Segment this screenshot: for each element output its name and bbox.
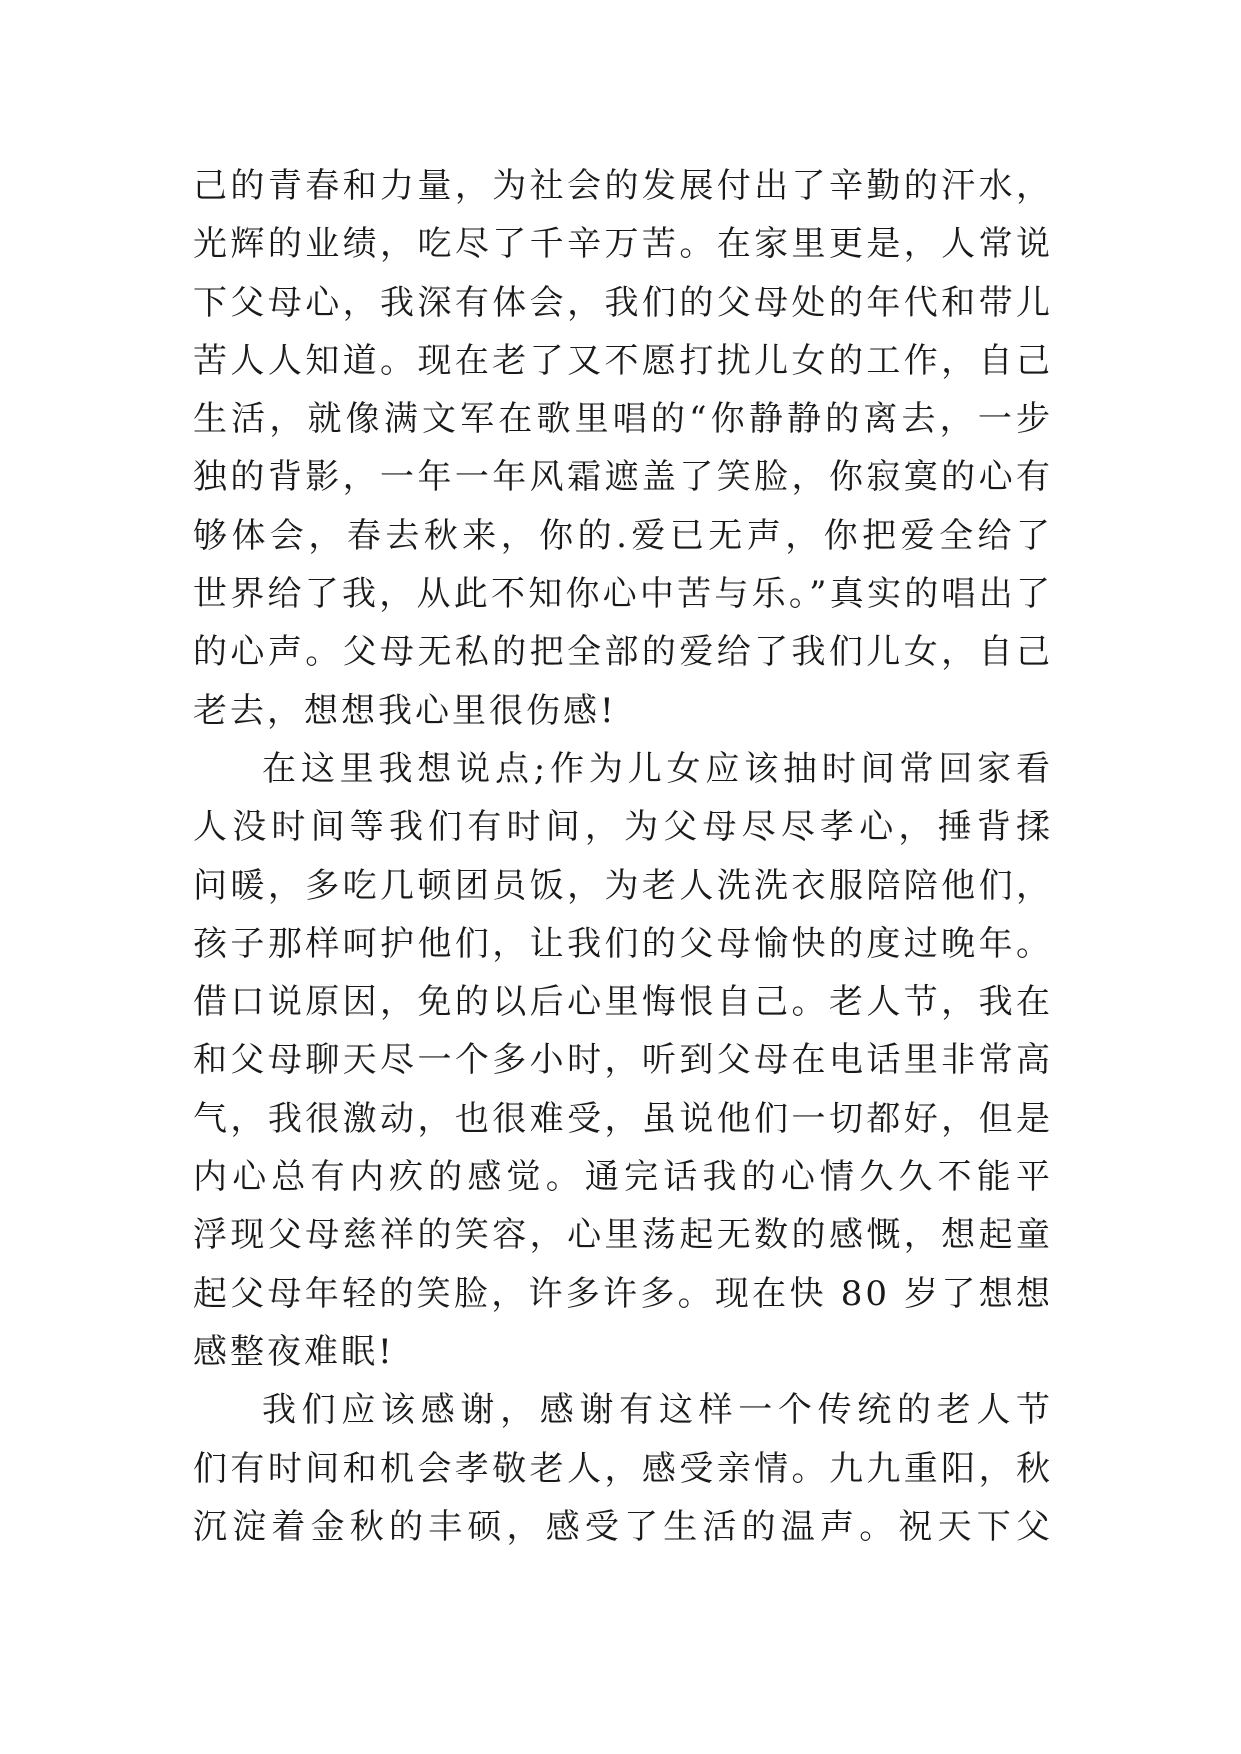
text-line: 气，我很激动，也很难受，虽说他们一切都好，但是 <box>193 1098 1053 1139</box>
text-line: 们有时间和机会孝敬老人，感受亲情。九九重阳，秋 <box>193 1448 1053 1489</box>
text-line: 内心总有内疚的感觉。通完话我的心情久久不能平 <box>193 1157 1053 1198</box>
text-line: 起父母年轻的笑脸，许多许多。现在快 80 岁了想想 <box>193 1273 1053 1314</box>
text-line: 独的背影，一年一年风霜遮盖了笑脸，你寂寞的心有 <box>193 457 1053 498</box>
text-line: 感整夜难眠! <box>193 1331 395 1372</box>
text-line: 己的青春和力量，为社会的发展付出了辛勤的汗水， <box>193 166 1053 206</box>
text-line: 沉淀着金秋的丰硕，感受了生活的温声。祝天下父 <box>193 1506 1053 1547</box>
text-line: 够体会，春去秋来，你的.爱已无声，你把爱全给了 <box>193 515 1053 556</box>
text-line: 的心声。父母无私的把全部的爱给了我们儿女，自己 <box>193 632 1053 673</box>
text-line: 借口说原因，免的以后心里悔恨自己。老人节，我在 <box>193 982 1053 1023</box>
text-line: 老去，想想我心里很伤感! <box>193 690 617 731</box>
text-line: 在这里我想说点;作为儿女应该抽时间常回家看 <box>262 748 1053 789</box>
text-line: 问暖，多吃几顿团员饭，为老人洗洗衣服陪陪他们， <box>193 865 1053 906</box>
text-line: 生活，就像满文军在歌里唱的“你静静的离去，一步 <box>193 399 1053 440</box>
text-line: 浮现父母慈祥的笑容，心里荡起无数的感慨，想起童 <box>193 1215 1053 1256</box>
body-text <box>193 157 1053 1556</box>
text-line: 世界给了我，从此不知你心中苦与乐。”真实的唱出了 <box>193 574 1053 615</box>
text-line: 我们应该感谢，感谢有这样一个传统的老人节 <box>262 1390 1053 1431</box>
text-line: 和父母聊天尽一个多小时，听到父母在电话里非常高 <box>193 1040 1053 1081</box>
text-line: 苦人人知道。现在老了又不愿打扰儿女的工作，自己 <box>193 340 1053 381</box>
text-line: 孩子那样呵护他们，让我们的父母愉快的度过晚年。 <box>193 923 1053 964</box>
text-line: 人没时间等我们有时间，为父母尽尽孝心，捶背揉 <box>193 807 1053 848</box>
text-line: 下父母心，我深有体会，我们的父母处的年代和带儿 <box>193 282 1053 323</box>
text-line: 光辉的业绩，吃尽了千辛万苦。在家里更是，人常说 <box>193 224 1053 265</box>
